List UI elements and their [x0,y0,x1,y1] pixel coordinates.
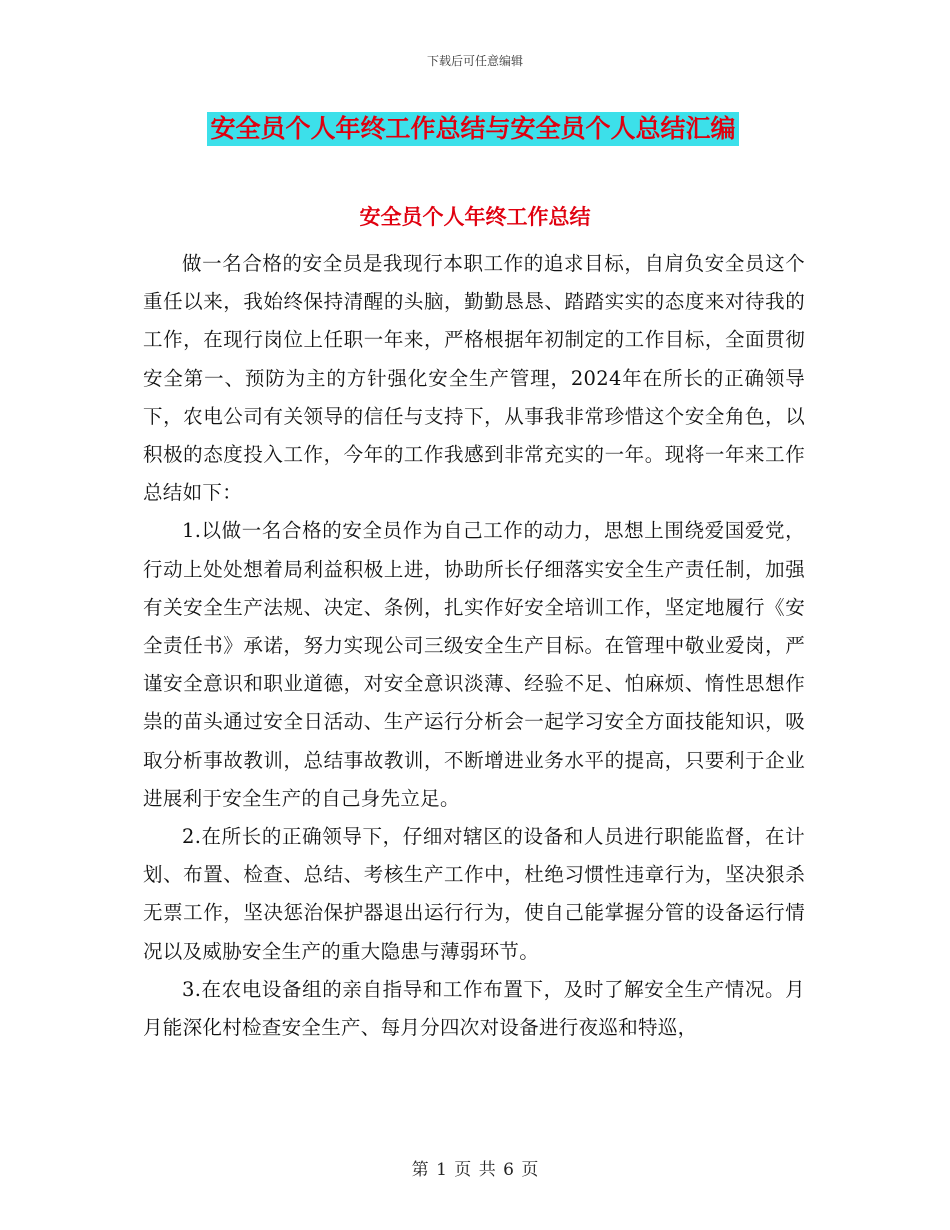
paragraph: 2.在所长的正确领导下，仔细对辖区的设备和人员进行职能监督，在计划、布置、检查、总结、考核生产工作中，杜绝习惯性违章行为，坚决狠杀无票工作，坚决惩治保护器退出运行行为，使自己能掌握分管的设备运行情况以及威胁安全生产的重大隐患与薄弱环节。 [143,825,805,963]
page-number-footer: 第 1 页 共 6 页 [411,1160,539,1180]
paragraph: 1.以做一名合格的安全员作为自己工作的动力，思想上围绕爱国爱党，行动上处处想着局利益积极上进，协助所长仔细落实安全生产责任制，加强有关安全生产法规、决定、条例，扎实作好安全培训工作，坚定地履行《安全责任书》承诺，努力实现公司三级安全生产目标。在管理中敬业爱岗，严谨安全意识和职业道德，对安全意识淡薄、经验不足、怕麻烦、惰性思想作祟的苗头通过安全日活动、生产运行分析会一起学习安全方面技能知识，吸取分析事故教训，总结事故教训，不断增进业务水平的提高，只要利于企业进展利于安全生产的自己身先立足。 [143,519,805,810]
document-title-container [0,112,950,146]
document-body [143,245,805,1047]
page-header-note: 下载后可任意编辑 [426,54,523,68]
document-title: 安全员个人年终工作总结与安全员个人总结汇编 [207,112,738,146]
paragraph: 做一名合格的安全员是我现行本职工作的追求目标，自肩负安全员这个重任以来，我始终保持清醒的头脑，勤勤恳恳、踏踏实实的态度来对待我的工作，在现行岗位上任职一年来，严格根据年初制定的工作目标，全面贯彻安全第一、预防为主的方针强化安全生产管理，2024年在所长的正确领导下，农电公司有关领导的信任与支持下，从事我非常珍惜这个安全角色，以积极的态度投入工作，今年的工作我感到非常充实的一年。现将一年来工作总结如下： [143,252,805,505]
paragraph: 3.在农电设备组的亲自指导和工作布置下，及时了解安全生产情况。月月能深化村检查安全生产、每月分四次对设备进行夜巡和特巡， [143,977,805,1040]
section-title: 安全员个人年终工作总结 [359,205,591,229]
